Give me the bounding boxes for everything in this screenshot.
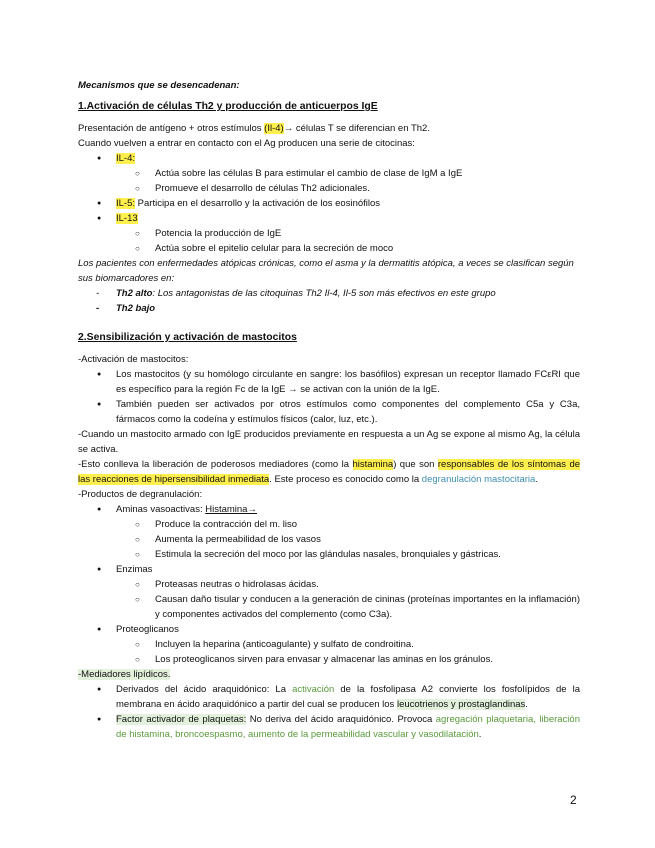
th2-high-label: Th2 alto [116, 288, 153, 299]
il4-sub-1: ○ Actúa sobre las células B para estimular el cambio de clase de IgM a IgE [78, 166, 580, 181]
il4-item [78, 151, 580, 166]
arachidonic-text-b: de la fosfolipasa A2 convierte los fosfolípidos de la membrana en ácido araquidónico a partir del cual se producen los [116, 684, 580, 710]
amines-sub-3: ○ Estimula la secreción del moco por las glándulas nasales, bronquiales y gástricas. [78, 547, 580, 562]
enzymes-sub-1: ○ Proteasas neutras o hidrolasas ácidas. [78, 577, 580, 592]
mast-bullet-1: ● Los mastocitos (y su homólogo circulante en sangre: los basófilos) expresan un receptor llamado FCεRI que es específico para la región Fc de la IgE → se activan con la unión de la IgE. [78, 367, 580, 397]
document-page [78, 78, 580, 742]
release-text-1: -Esto conlleva la liberación de poderosos mediadores (como la [78, 459, 353, 470]
antigen-line [78, 121, 580, 136]
lipid-mediators-line [78, 667, 580, 682]
products-line: -Productos de degranulación: [78, 489, 203, 500]
mast-activation-line: -Activación de mastocitos: [78, 354, 189, 365]
release-text-3: . Este proceso es conocido como la [269, 474, 422, 485]
mast-bullet-2: ● También pueden ser activados por otros estímulos como componentes del complemento C5a y C3a, fármacos como la codeína y estímulos físicos (calor, luz, etc.). [78, 397, 580, 427]
lipid-mediators-label: -Mediadores lipídicos. [78, 669, 171, 680]
paf-effects: agregación plaquetaria, liberación de histamina, broncoespasmo, aumento de la permeabilidad vascular y vasodilatación [116, 714, 580, 740]
amines-sub-2: ○ Aumenta la permeabilidad de los vasos [78, 532, 580, 547]
paf-text-b: . [478, 729, 482, 740]
degranulation-term: degranulación mastocitaria [421, 474, 536, 485]
proteoglycans-sub-2: ○ Los proteoglicanos sirven para envasar y almacenar las aminas en los gránulos. [78, 652, 580, 667]
atopic-paragraph: Los pacientes con enfermedades atópicas crónicas, como el asma y la dermatitis atópica, a veces se clasifican según sus biomarcadores en: [78, 258, 574, 284]
enzymes-item: ● Enzimas [78, 562, 580, 577]
antigen-line-tail: → células T se diferencian en Th2. [283, 123, 430, 134]
armed-mast-paragraph: -Cuando un mastocito armado con IgE producidos previamente en respuesta a un Ag se expone al mismo Ag, la célula se activa. [78, 429, 580, 455]
th2-low-item: - Th2 bajo [78, 301, 580, 316]
th2-high-item [78, 286, 580, 301]
arachidonic-text-c: . [525, 699, 528, 710]
leukotrienes-highlight: leucotrienos y prostaglandinas [396, 699, 526, 710]
antigen-line-text: Presentación de antígeno + otros estímulos [78, 123, 265, 134]
il13-sub-1: ○ Potencia la producción de IgE [78, 226, 580, 241]
enzymes-sub-2: ○ Causan daño tisular y conducen a la generación de cininas (proteínas importantes en la inflamación) y componentes activados del complemento (como C3a). [78, 592, 580, 622]
paf-item [78, 712, 580, 742]
il4-sub-2: ○ Promueve el desarrollo de células Th2 adicionales. [78, 181, 580, 196]
il13-label: IL-13 [116, 213, 138, 224]
arachidonic-item [78, 682, 580, 712]
paf-text-a: No deriva del ácido araquidónico. Provoca [246, 714, 436, 725]
contact-line: Cuando vuelven a entrar en contacto con el Ag producen una serie de citocinas: [78, 138, 415, 149]
section-1-title: 1.Activación de células Th2 y producción de anticuerpos IgE [78, 101, 378, 112]
amines-label: Aminas vasoactivas: [116, 504, 206, 515]
paf-label: Factor activador de plaquetas: [116, 714, 247, 725]
il5-item [78, 196, 580, 211]
il4-highlight: (Il-4) [264, 123, 284, 134]
il13-item [78, 211, 580, 226]
arachidonic-text-a: La [269, 684, 293, 695]
proteoglycans-sub-1: ○ Incluyen la heparina (anticoagulante) y sulfato de condroitina. [78, 637, 580, 652]
amines-item [78, 502, 580, 517]
arachidonic-label: Derivados del ácido araquidónico: [116, 684, 270, 695]
release-text-4: . [535, 474, 538, 485]
histamine-highlight: histamina [352, 459, 394, 470]
page-number: 2 [570, 793, 577, 807]
il13-sub-2: ○ Actúa sobre el epitelio celular para la secreción de moco [78, 241, 580, 256]
activation-term: activación [292, 684, 335, 695]
section-2-title: 2.Sensibilización y activación de mastocitos [78, 332, 297, 343]
amines-sub-1: ○ Produce la contracción del m. liso [78, 517, 580, 532]
symptoms-highlight: responsables de los síntomas de las reacciones de hipersensibilidad inmediata [78, 459, 581, 485]
release-text-2: ) que son [393, 459, 438, 470]
il5-label: IL-5: [116, 198, 136, 209]
amines-histamine: Histamina→ [205, 504, 257, 515]
th2-high-text: : Los antagonistas de las citoquinas Th2 Il-4, Il-5 son más efectivos en este grupo [152, 288, 496, 299]
proteoglycans-item: ● Proteoglicanos [78, 622, 580, 637]
il4-label: IL-4: [116, 153, 136, 164]
mechanisms-heading: Mecanismos que se desencadenan: [78, 80, 240, 91]
release-paragraph [78, 457, 580, 487]
il5-text: Participa en el desarrollo y la activación de los eosinófilos [135, 198, 381, 209]
